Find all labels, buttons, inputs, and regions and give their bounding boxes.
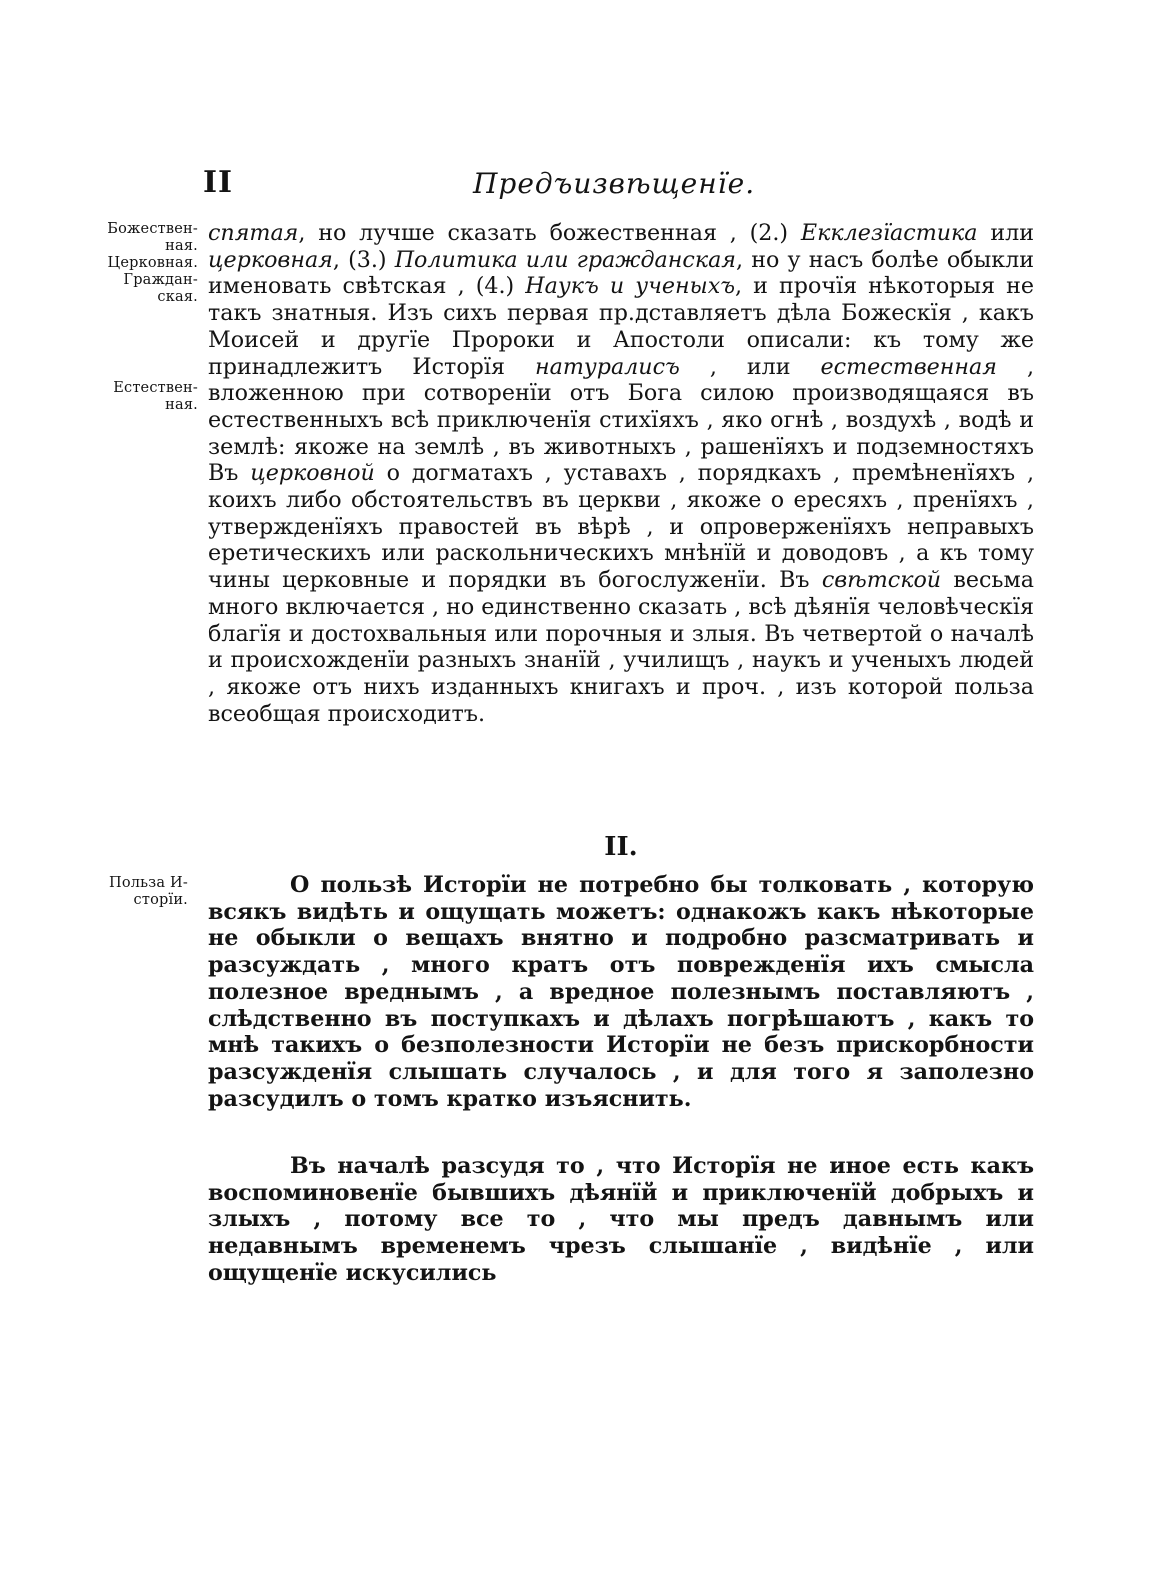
- text-run: , (3.): [332, 246, 395, 273]
- page-header: [203, 165, 1033, 205]
- text-run: , и прочїя нѣкоторыя не такъ знатныя. Изъ сихъ первая пр.дставляетъ дѣла Божескїя , какъ Моисей и другїе Пророки и Апостоли описали: къ тому же принадлежитъ Исторїя: [208, 273, 1035, 380]
- italic-term: Наукъ и ученыхъ: [525, 273, 735, 300]
- margin-note-natural: [70, 380, 198, 414]
- margin-note: Естествен-: [113, 380, 198, 396]
- margin-note: Церковная.: [107, 255, 198, 271]
- text-run: или: [977, 220, 1034, 246]
- paragraph-benefit: [208, 872, 1034, 1112]
- margin-note: Граждан-: [123, 272, 198, 288]
- italic-term: свѣтской: [821, 567, 942, 594]
- text-run: , но у насъ болѣе обыкли именовать свѣтская , (4.): [208, 246, 1034, 300]
- italic-term: натуралисъ: [534, 353, 680, 380]
- paragraph-3: Въ началѣ разсудя то , что Исторїя не иное есть какъ воспоминовенїе бывшихъ дѣянїй и приключенїй добрыхъ и злыхъ , потому все то , что мы предъ давнымъ или недавнымъ временемъ чрезъ слышанїе , видѣнїе , или ощущенїе искусились: [208, 1153, 1034, 1286]
- margin-note: ная.: [165, 238, 198, 254]
- italic-term: Екклезїастика: [800, 220, 978, 246]
- italic-term: церковная: [208, 246, 333, 273]
- margin-note: Польза И-: [109, 875, 188, 891]
- text-run: , но лучше сказать божественная , (2.): [298, 220, 801, 246]
- italic-term: Политика или гражданская: [394, 246, 736, 273]
- margin-note: сторїи.: [133, 892, 188, 908]
- margin-note: ная.: [165, 397, 198, 413]
- paragraph-1: [208, 220, 1034, 727]
- section-number: II.: [604, 832, 638, 862]
- italic-term: естественная: [820, 353, 997, 380]
- text-run: , или: [679, 353, 821, 380]
- paragraph-history-definition: [208, 1153, 1034, 1287]
- paragraph-2: О пользѣ Исторїи не потребно бы толковать , которую всякъ видѣть и ощущать можетъ: однакожъ какъ нѣкоторые не обыкли о вещахъ внятно и подробно разсматривать и разсуждать , много кратъ отъ поврежденїя ихъ смысла полезное вреднымъ , а вредное полезнымъ поставляютъ , слѣдственно въ поступкахъ и дѣлахъ погрѣшаютъ , какъ то мнѣ такихъ о безполезности Исторїи не безъ прискорбности разсужденїя слышать случалось , и для того я заполезно разсудилъ о томъ кратко изъяснить.: [208, 872, 1034, 1112]
- text-run: весьма много включается , но единственно сказать , всѣ дѣянїя человѣческїя благїя и достохвальныя или порочныя и злыя. Въ четвертой о началѣ и происхожденїи разныхъ знанїй , училищъ , наукъ и ученыхъ людей , якоже отъ нихъ изданныхъ книгахъ и проч. , изъ которой польза всеобщая происходитъ.: [208, 567, 1034, 727]
- margin-notes-church-civil: [70, 221, 198, 306]
- text-run: , вложенною при сотворенїи отъ Бога силою производящаяся въ естественныхъ всѣ приключенїя стихїяхъ , яко огнѣ , воздухѣ , водѣ и землѣ: якоже на землѣ , въ животныхъ , рашенїяхъ и подземностяхъ Въ: [208, 353, 1034, 487]
- margin-note: ская.: [157, 289, 198, 305]
- margin-note-benefit: [60, 875, 188, 909]
- text-run: о догматахъ , уставахъ , порядкахъ , премѣненїяхъ , коихъ либо обстоятельствъ въ церкви , якоже о ересяхъ , пренїяхъ , утвержденїяхъ правостей въ вѣрѣ , и опроверженїяхъ неправыхъ еретическихъ или раскольническихъ мнѣнїй и доводовъ , а къ тому чины церковные и порядки въ богослуженїи. Въ: [208, 460, 1034, 594]
- margin-note: Божествен-: [107, 221, 198, 237]
- paragraph-continuation: [208, 220, 1034, 727]
- running-title: Предъизвѣщенїе.: [473, 167, 756, 200]
- italic-term: церковной: [250, 460, 375, 487]
- italic-term: спятая: [208, 220, 299, 246]
- page-number: II: [203, 165, 234, 200]
